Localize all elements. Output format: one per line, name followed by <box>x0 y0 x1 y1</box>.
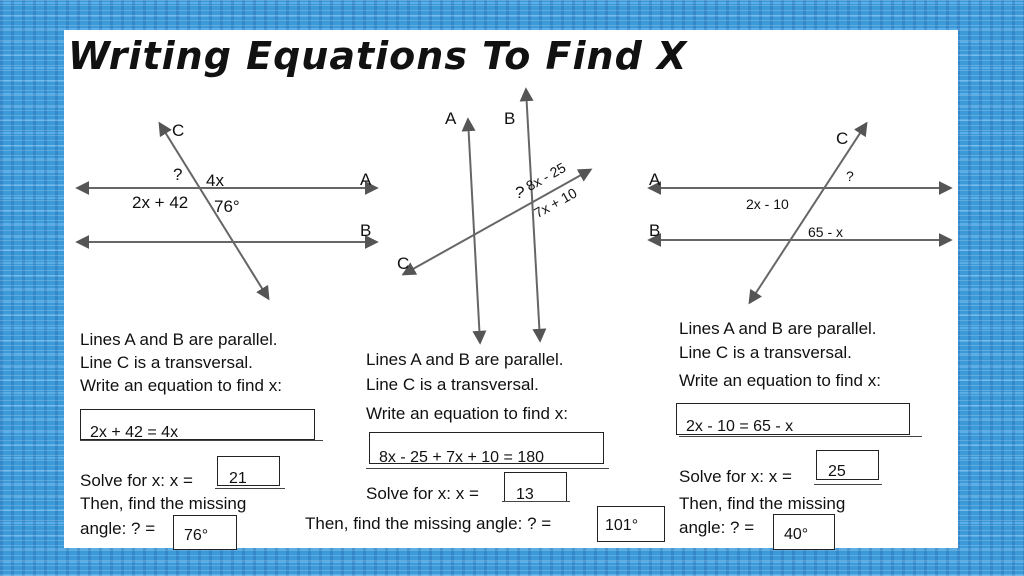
d1-angle-unknown: ? <box>173 165 183 184</box>
p1-prompt: Write an equation to find x: <box>80 376 282 395</box>
diagram2-line-a <box>468 120 480 342</box>
d1-label-c: C <box>172 121 185 140</box>
d1-angle-2x42: 2x + 42 <box>132 193 189 212</box>
p1-x-line <box>215 488 285 489</box>
p2-line1: Lines A and B are parallel. <box>366 350 564 369</box>
d2-label-a: A <box>445 109 457 128</box>
p3-find-line2: angle: ? = <box>679 518 755 537</box>
d3-angle-65x: 65 - x <box>808 224 844 240</box>
p3-prompt: Write an equation to find x: <box>679 371 881 390</box>
p1-equation: 2x + 42 = 4x <box>90 424 179 441</box>
p2-line2: Line C is a transversal. <box>366 375 539 394</box>
p1-find-line2: angle: ? = <box>80 519 156 538</box>
page-title: Writing Equations To Find X <box>68 34 688 78</box>
diagram2-line-c <box>404 170 590 274</box>
d2-label-c: C <box>397 254 410 273</box>
d1-label-a: A <box>360 170 372 189</box>
p1-x-box[interactable] <box>217 456 280 486</box>
p2-x-line <box>502 501 570 502</box>
d3-angle-unknown: ? <box>846 168 854 184</box>
p2-x-value: 13 <box>516 486 534 503</box>
d3-label-b: B <box>649 221 661 240</box>
d1-angle-4x: 4x <box>206 171 224 190</box>
d3-angle-2x10: 2x - 10 <box>746 196 789 212</box>
p1-line1: Lines A and B are parallel. <box>80 330 278 349</box>
p3-line1: Lines A and B are parallel. <box>679 319 877 338</box>
p3-equation: 2x - 10 = 65 - x <box>686 418 794 435</box>
p3-angle-value: 40° <box>784 526 809 543</box>
d1-label-b: B <box>360 221 372 240</box>
p3-solve-label: Solve for x: x = <box>679 467 792 486</box>
p3-line2: Line C is a transversal. <box>679 343 852 362</box>
p2-find-label: Then, find the missing angle: ? = <box>305 514 552 533</box>
p1-x-value: 21 <box>229 470 247 487</box>
p3-x-value: 25 <box>828 463 846 480</box>
p3-equation-line <box>679 436 922 437</box>
d1-angle-76: 76° <box>214 197 240 216</box>
p2-prompt: Write an equation to find x: <box>366 404 568 423</box>
p1-solve-label: Solve for x: x = <box>80 471 193 490</box>
p1-line2: Line C is a transversal. <box>80 353 253 372</box>
p3-x-line <box>814 484 882 485</box>
p2-solve-label: Solve for x: x = <box>366 484 479 503</box>
p3-x-box[interactable] <box>816 450 879 480</box>
d3-label-c: C <box>836 129 849 148</box>
p2-x-box[interactable] <box>504 472 567 502</box>
d3-label-a: A <box>649 170 661 189</box>
d2-angle-unknown: ? <box>515 183 525 202</box>
p1-angle-value: 76° <box>184 527 209 544</box>
p3-find-line1: Then, find the missing <box>679 494 846 513</box>
d2-angle-7x10: 7x + 10 <box>531 184 580 221</box>
diagram3-line-c <box>750 124 866 302</box>
d2-angle-8x25: 8x - 25 <box>523 159 569 194</box>
d2-label-b: B <box>504 109 516 128</box>
p2-equation: 8x - 25 + 7x + 10 = 180 <box>379 449 545 466</box>
p2-equation-line <box>366 468 609 469</box>
p2-angle-value: 101° <box>605 517 639 534</box>
p1-find-line1: Then, find the missing <box>80 494 247 513</box>
